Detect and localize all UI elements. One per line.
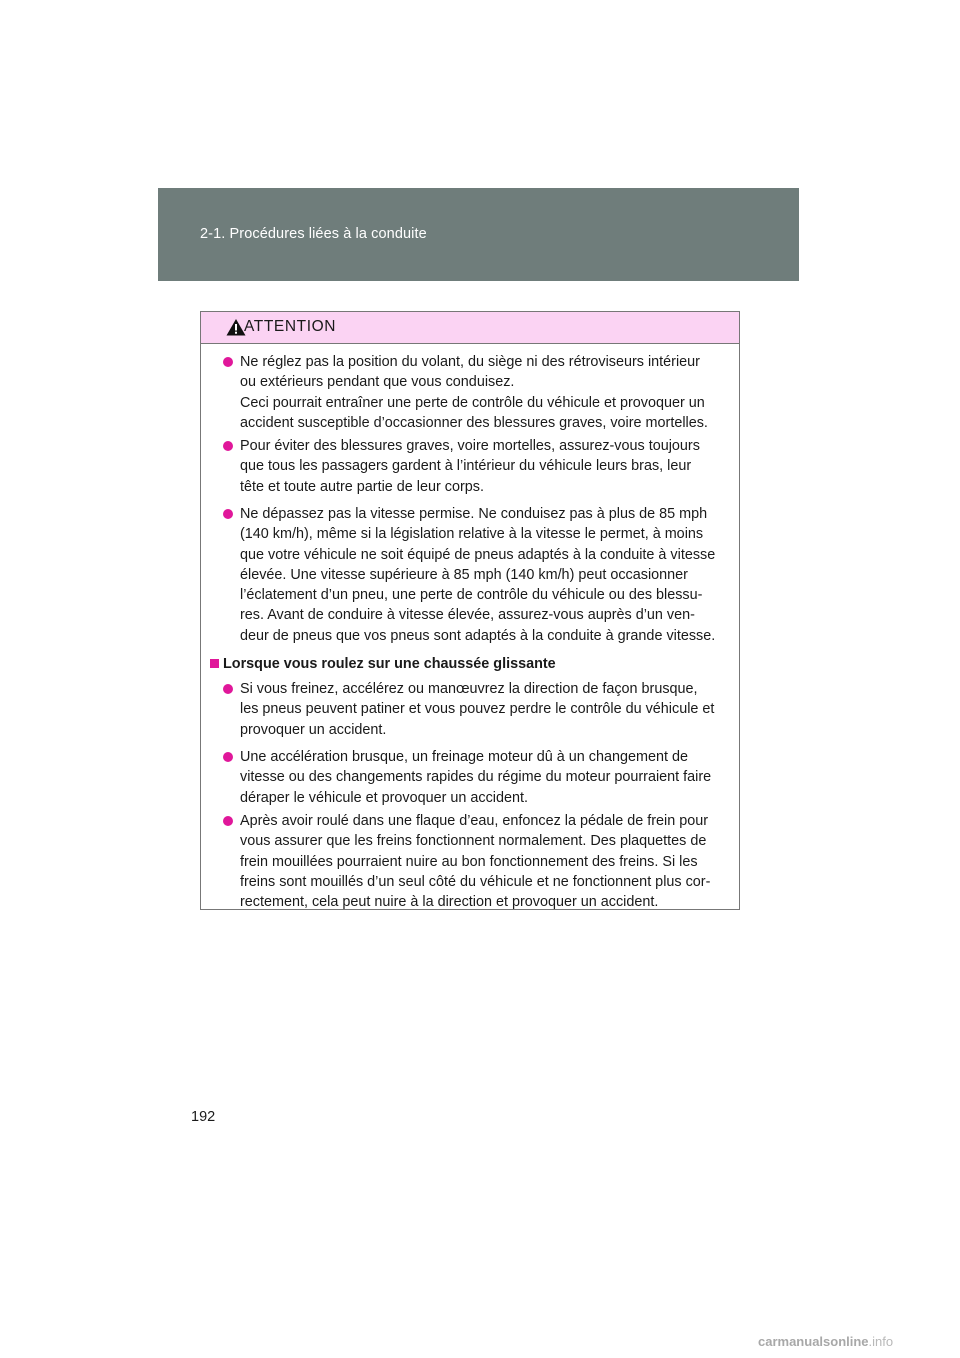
bullet-icon — [223, 509, 233, 519]
page-number: 192 — [191, 1109, 216, 1125]
bullet-icon — [223, 684, 233, 694]
watermark-suffix: .info — [868, 1334, 894, 1349]
bullet-icon — [223, 752, 233, 762]
warning-title: ATTENTION — [244, 318, 337, 335]
warning-subitem-text: Après avoir roulé dans une flaque d’eau, enfoncez la pédale de frein pour vous assurer que les freins fonctionnent normalement. Des plaquettes de frein mouillées pourraient nuire au bon fonctionnement des freins. Si les freins sont mouillés d’un seul côté du véhicule et ne fonctionnent plus cor- rectement, cela peut nuire à la direction et provoquer un accident. — [240, 813, 711, 911]
square-bullet-icon — [210, 659, 219, 668]
bullet-icon — [223, 441, 233, 451]
warning-item-text: Ne dépassez pas la vitesse permise. Ne conduisez pas à plus de 85 mph (140 km/h), même si la législation relative à la vitesse le permet, à moins que votre véhicule ne soit équipé de pneus adaptés à la conduite à vitesse élevée. Une vitesse supérieure à 85 mph (140 km/h) peut occasionner l’éclatement d’un pneu, une perte de contrôle du véhicule ou des blessu- res. Avant de conduire à vitesse élevée, assurez-vous auprès d’un ven- deur de pneus que vos pneus sont adaptés à la conduite à grande vitesse. — [240, 506, 716, 644]
warning-item-text: Pour éviter des blessures graves, voire mortelles, assurez-vous toujours que tous les passagers gardent à l’intérieur du véhicule leurs bras, leur tête et toute autre partie de leur corps. — [240, 438, 700, 495]
warning-header — [201, 312, 739, 344]
bullet-icon — [223, 357, 233, 367]
subsection-heading: Lorsque vous roulez sur une chaussée glissante — [223, 656, 556, 672]
warning-box — [200, 311, 740, 910]
warning-triangle-icon — [226, 318, 246, 336]
warning-item-text: Ne réglez pas la position du volant, du siège ni des rétroviseurs intérieur ou extérieurs pendant que vous conduisez. Ceci pourrait entraîner une perte de contrôle du véhicule et provoquer un accident susceptible d’occasionner des blessures graves, voire mortelles. — [240, 354, 708, 431]
watermark — [758, 1334, 893, 1349]
warning-subitem-text: Une accélération brusque, un freinage moteur dû à un changement de vitesse ou des changements rapides du régime du moteur pourraient faire déraper le véhicule et provoquer un accident. — [240, 749, 712, 806]
warning-subitem-text: Si vous freinez, accélérez ou manœuvrez la direction de façon brusque, les pneus peuvent patiner et vous pouvez perdre le contrôle du véhicule et provoquer un accident. — [240, 681, 715, 738]
watermark-prefix: carmanualsonline — [758, 1334, 869, 1349]
bullet-icon — [223, 816, 233, 826]
section-title: 2-1. Procédures liées à la conduite — [200, 226, 427, 242]
section-header-band — [158, 188, 799, 281]
